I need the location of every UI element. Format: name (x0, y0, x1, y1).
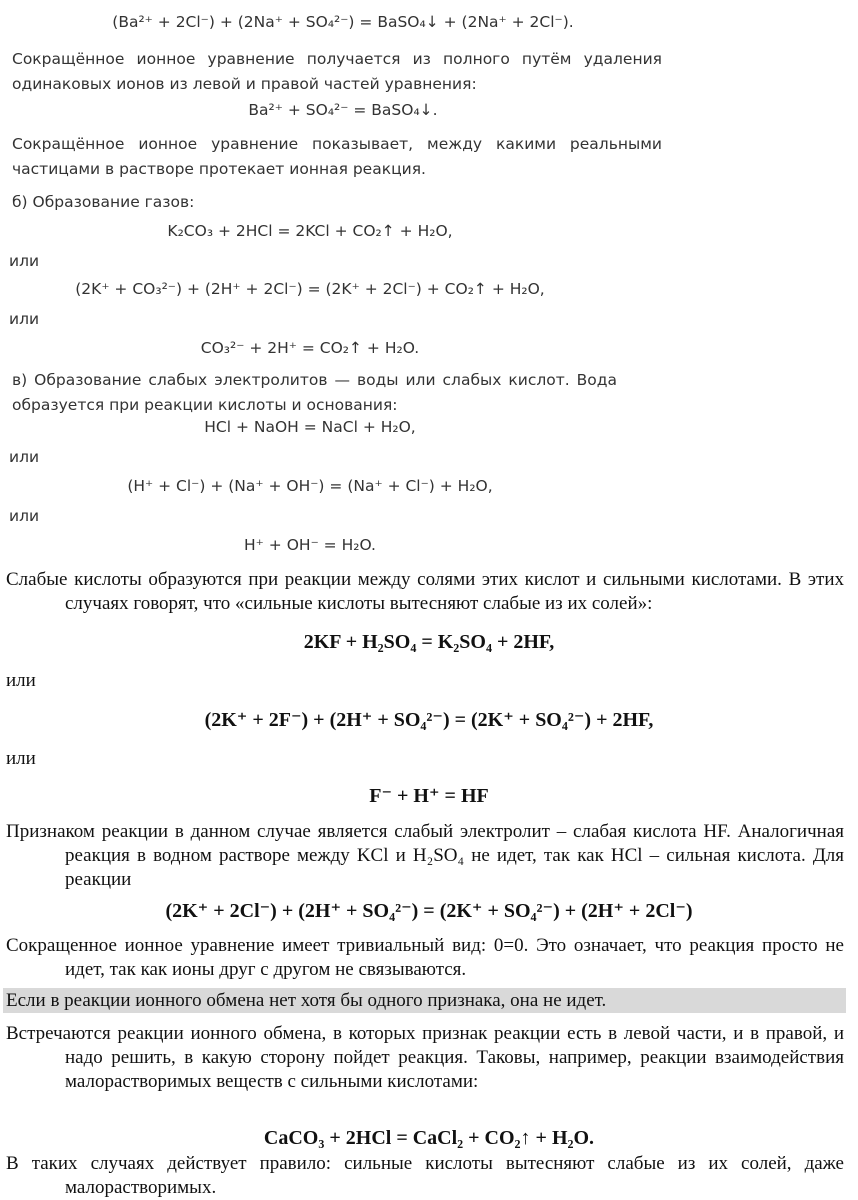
equation-reduced-baso4: Ba²⁺ + SO₄²⁻ = BaSO₄↓. (248, 101, 438, 119)
equation-co3-reduced: CO₃²⁻ + 2H⁺ = CO₂↑ + H₂O. (200, 339, 420, 357)
equation-k2co3-molecular: K₂CO₃ + 2HCl = 2KCl + CO₂↑ + H₂O, (167, 222, 453, 240)
equation-hcl-naoh-ionic: (H⁺ + Cl⁻) + (Na⁺ + OH⁻) = (Na⁺ + Cl⁻) + H₂O, (127, 477, 493, 495)
equation-water-reduced: H⁺ + OH⁻ = H₂O. (244, 536, 376, 554)
equation-kcl-ionic: (2K⁺ + 2Cl⁻) + (2H⁺ + SO₄²⁻) = (2K⁺ + SO₄²⁻) + (2H⁺ + 2Cl⁻) (165, 900, 693, 922)
or-label: или (9, 252, 40, 270)
paragraph-trivial: Сокращенное ионное уравнение имеет тривиальный вид: 0=0. Это означает, что реакция просто не идет, так как ионы друг с другом не связываются. (6, 935, 844, 980)
paragraph-reduced-definition: Сокращённое ионное уравнение получается из полного путём удаления одинаковых ионов из левой и правой частей уравнения: (12, 50, 662, 93)
equation-kf-ionic: (2K⁺ + 2F⁻) + (2H⁺ + SO₄²⁻) = (2K⁺ + SO₄²⁻) + 2HF, (204, 709, 654, 731)
paragraph-weak-acids: Слабые кислоты образуются при реакции между солями этих кислот и сильными кислотами. В этих случаях говорят, что «сильные кислоты вытесняют слабые из их солей»: (6, 569, 844, 614)
equation-kf-molecular: 2KF + H₂SO₄ = K₂SO₄ + 2HF, (303, 631, 555, 653)
heading-weak-electrolytes: в) Образование слабых электролитов — воды или слабых кислот. Вода образуется при реакции кислоты и основания: (12, 371, 617, 414)
or-label: или (9, 507, 40, 525)
equation-caco3: CaCO₃ + 2HCl = CaCl₂ + CO₂↑ + H₂O. (263, 1127, 595, 1149)
heading-gas-formation: б) Образование газов: (12, 193, 195, 211)
or-label: или (9, 310, 40, 328)
or-label: или (9, 448, 40, 466)
equation-hcl-naoh-molecular: HCl + NaOH = NaCl + H₂O, (204, 418, 416, 436)
equation-full-ionic-baso4: (Ba²⁺ + 2Cl⁻) + (2Na⁺ + SO₄²⁻) = BaSO₄↓ + (2Na⁺ + 2Cl⁻). (112, 13, 574, 31)
paragraph-reaction-sign: Признаком реакции в данном случае является слабый электролит – слабая кислота HF. Аналогичная реакция в водном растворе между KCl и H₂SO₄ не идет, так как HCl – сильная кислота. Для реакции (6, 821, 844, 890)
or-label: или (6, 670, 36, 691)
equation-k2co3-ionic: (2K⁺ + CO₃²⁻) + (2H⁺ + 2Cl⁻) = (2K⁺ + 2Cl⁻) + CO₂↑ + H₂O, (75, 280, 545, 298)
paragraph-reduced-shows: Сокращённое ионное уравнение показывает, между какими реальными частицами в растворе протекает ионная реакция. (12, 135, 662, 178)
equation-hf-reduced: F⁻ + H⁺ = HF (369, 785, 489, 807)
paragraph-both-sides: Встречаются реакции ионного обмена, в которых признак реакции есть в левой части, и в правой, и надо решить, в какую сторону пойдет реакция. Таковы, например, реакции взаимодействия малорастворимых веществ с сильными кислотами: (6, 1023, 844, 1092)
or-label: или (6, 748, 36, 769)
paragraph-final-rule: В таких случаях действует правило: сильные кислоты вытесняют слабые из их солей, даже малорастворимых. (6, 1153, 844, 1198)
highlighted-rule: Если в реакции ионного обмена нет хотя бы одного признака, она не идет. (3, 988, 846, 1013)
